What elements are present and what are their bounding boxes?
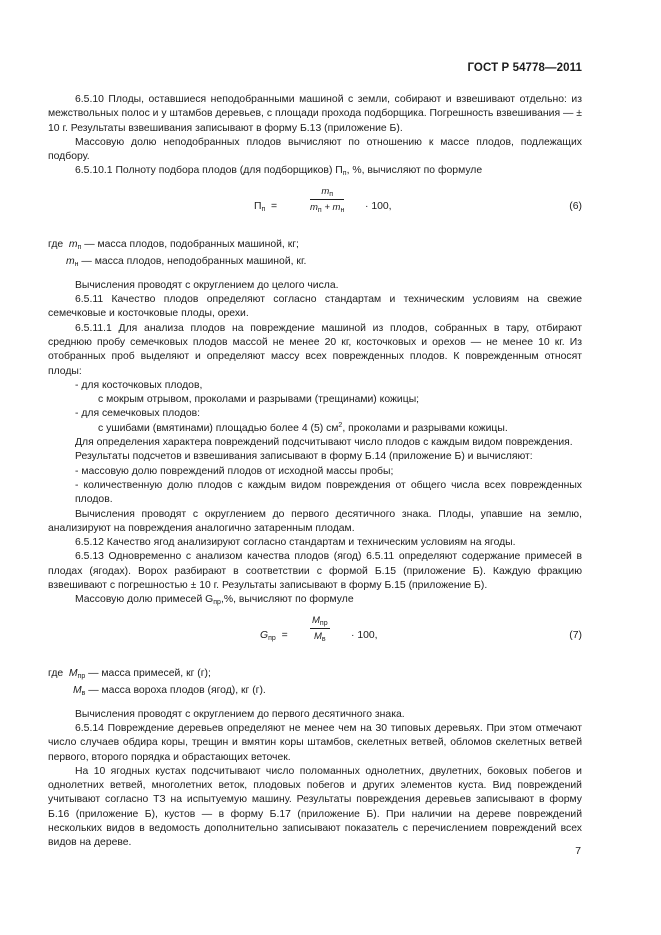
formula-7-fraction: $M_{пр}$ $M_в$ (312, 614, 328, 643)
paragraph-damage-type: Для определения характера повреждений подсчитывают число плодов с каждым видом повреждения. (75, 437, 573, 449)
paragraph-rounding-decimal: Вычисления проводят с округлением до первого десятичного знака. Плоды, упавшие на землю, анализируют на повреждения аналогично затаренным плодам. (48, 508, 582, 534)
formula-6 (48, 184, 582, 230)
formula-7-lhs: $G_{пр}$ = (260, 629, 288, 642)
list-sub-stone-fruits: с мокрым отрывом, проколами и разрывами (трещинами) кожицы; (98, 394, 420, 406)
list-sub-pome-fruits: с ушибами (вмятинами) площадью более 4 (5) $см^2$, проколами и разрывами кожицы. (98, 421, 508, 434)
paragraph-6-5-12: 6.5.12 Качество ягод анализируют согласно стандартам и техническим условиям на ягоды. (75, 537, 516, 549)
list-item-count-fraction: - количественную долю плодов с каждым видом повреждения от общего числа всех поврежденных плодов. (75, 479, 582, 506)
list-item-mass-fraction: - массовую долю повреждений плодов от исходной массы пробы; (75, 465, 394, 477)
where-6-line-1: где $m_п$ — масса плодов, подобранных машиной, кг; (48, 238, 299, 251)
paragraph-mass-fraction: Массовую долю неподобранных плодов вычисляют по отношению к массе плодов, подлежащих подбору. (48, 136, 582, 163)
where-7-line-2: $M_в$ — масса вороха плодов (ягод), кг (г). (73, 684, 266, 697)
formula-7 (48, 613, 582, 659)
paragraph-6-5-11-1: 6.5.11.1 Для анализа плодов на повреждение машиной из плодов, собранных в тару, отбирают среднюю пробу семечковых плодов массой не менее 20 кг, косточковых и орехов — не менее 10 кг. Из отобранных проб выделяют и определяют массу всех поврежденных плодов. К поврежденным относят плоды: (48, 322, 582, 377)
paragraph-6-5-13: 6.5.13 Одновременно с анализом качества плодов (ягод) 6.5.11 определяют содержание примесей в плодах (ягодах). Ворох разбирают в соответствии с формой Б.15 (приложение Б). Каждую фракцию взвешивают с погрешностью ± 10 г. Результаты записывают в форму Б.15 (приложение Б). (48, 551, 582, 592)
formula-7-number: (7) (569, 629, 582, 641)
formula-6-tail: · 100, (365, 200, 392, 212)
paragraph-rounding-integer: Вычисления проводят с округлением до целого числа. (75, 279, 339, 291)
paragraph-6-5-10: 6.5.10 Плоды, оставшиеся неподобранными машиной с земли, собирают и взвешивают отдельно: из межствольных полос и у штамбов деревьев, с площади прохода подборщика. Погрешность взвешивания — ± 10 г. Результаты взвешивания записывают в форму Б.13 (приложение Б). (48, 94, 582, 134)
paragraph-6-5-10-1: 6.5.10.1 Полноту подбора плодов (для подборщиков) $П_п$, %, вычисляют по формуле (75, 165, 483, 178)
paragraph-rounding-decimal-2: Вычисления проводят с округлением до первого десятичного знака. (75, 708, 405, 720)
page-number: 7 (575, 846, 581, 857)
document-header: ГОСТ Р 54778—2011 (467, 62, 582, 74)
list-item-stone-fruits: - для косточковых плодов, (75, 379, 203, 391)
paragraph-6-5-14: 6.5.14 Повреждение деревьев определяют не менее чем на 30 типовых деревьях. При этом отмечают число случаев обдира коры, трещин и вмятин коры штамбов, скелетных ветвей, обломов скелетных ветвей первого, второго порядка и обрастающих веточек. (48, 722, 582, 763)
paragraph-6-5-11: 6.5.11 Качество плодов определяют согласно стандартам и техническим условиям на свежие семечковые и косточковые плоды, орехи. (48, 294, 582, 320)
paragraph-berry-bushes: На 10 ягодных кустах подсчитывают число поломанных однолетних, двулетних, боковых побегов и однолетних ветвей, многолетних веток, плодовых побегов и других элементов куста. Вид повреждений учитывают согласно ТЗ на испытуемую машину. Результаты повреждения деревьев записывают в форму Б.16 (приложение Б), кустов — в форму Б.17 (приложение Б). При наличии на дереве повреждений нескольких видов в ведомость дополнительно записывают показатель с перечислением повреждений всех видов на дереве. (48, 765, 582, 849)
formula-6-fraction: $m_п$ $m_п + m_н$ (310, 185, 345, 214)
where-7-line-1: где $M_{пр}$ — масса примесей, кг (г); (48, 667, 211, 680)
formula-6-number: (6) (569, 200, 582, 212)
formula-6-lhs: $П_п$ = (254, 200, 278, 213)
list-item-pome-fruits: - для семечковых плодов: (75, 408, 201, 420)
formula-7-tail: · 100, (351, 629, 378, 641)
paragraph-impurity-fraction: Массовую долю примесей $G_{пр},\%$, вычисляют по формуле (75, 594, 354, 607)
paragraph-results-b14: Результаты подсчетов и взвешивания записывают в форму Б.14 (приложение Б) и вычисляют: (75, 451, 533, 463)
document-body (48, 93, 582, 851)
where-6-line-2: $m_н$ — масса плодов, неподобранных машиной, кг. (66, 255, 307, 268)
